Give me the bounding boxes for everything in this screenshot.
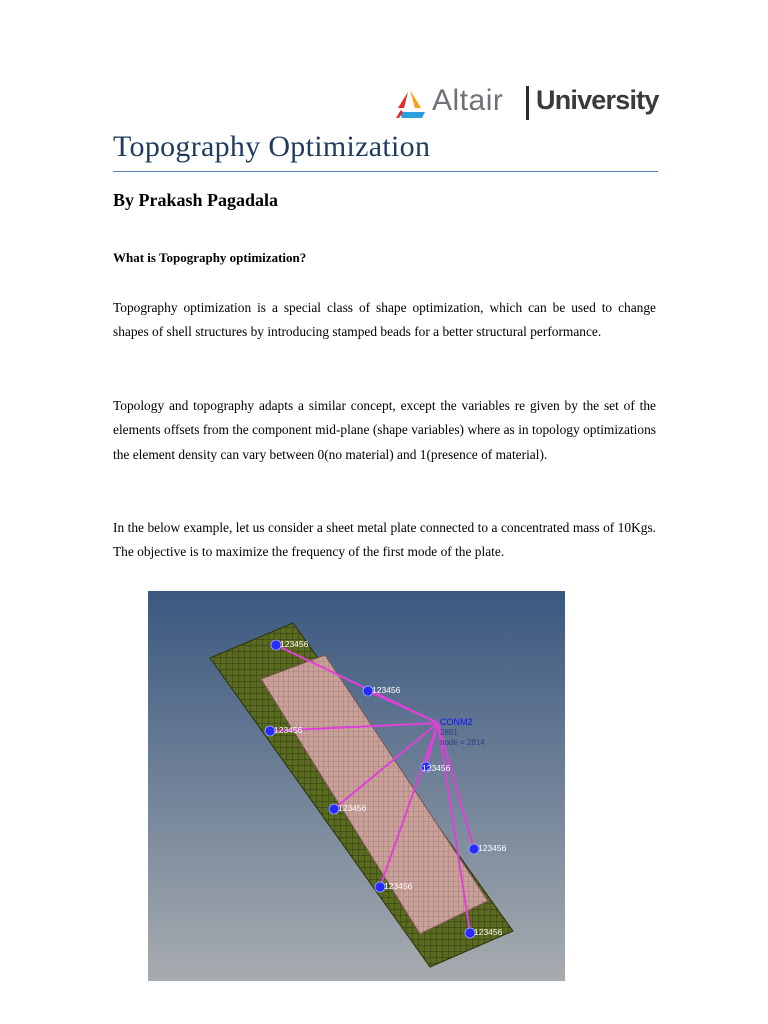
fe-model-figure (148, 591, 565, 981)
node-label: 123456 (338, 803, 367, 813)
node-label: 123456 (422, 763, 451, 773)
paragraph-1: Topography optimization is a special class of shape optimization, which can be used to change shapes of shell structures by introducing stamped beads for a better structural performance. (113, 300, 656, 340)
node-label: 123456 (384, 881, 413, 891)
author-line: By Prakash Pagadala (113, 190, 279, 210)
node-label: 123456 (372, 685, 401, 695)
mass-node: node = 2814 (440, 738, 485, 747)
title-underline (113, 171, 658, 172)
node-label: 123456 (478, 843, 507, 853)
logo-divider (526, 86, 529, 120)
paragraph-2: Topology and topography adapts a similar concept, except the variables re given by the set of the elements offsets from the component mid-plane (shape variables) where as in topology optimizations the element density can vary between 0(no material) and 1(presence of material). (113, 398, 656, 462)
altair-triangle-icon (395, 88, 431, 120)
mass-id: 2881 (440, 728, 458, 737)
node-label: 123456 (474, 927, 503, 937)
node-label: 123456 (280, 639, 309, 649)
document-title: Topography Optimization (113, 130, 431, 163)
paragraph-3: In the below example, let us consider a sheet metal plate connected to a concentrated mass of 10Kgs. The objective is to maximize the frequency of the first mode of the plate. (113, 520, 656, 560)
node-label: 123456 (274, 725, 303, 735)
logo-brand-text: Altair (432, 84, 504, 117)
logo-product-text: University (536, 85, 659, 115)
section-question: What is Topography optimization? (113, 250, 307, 265)
mass-label: CONM2 (440, 717, 473, 727)
